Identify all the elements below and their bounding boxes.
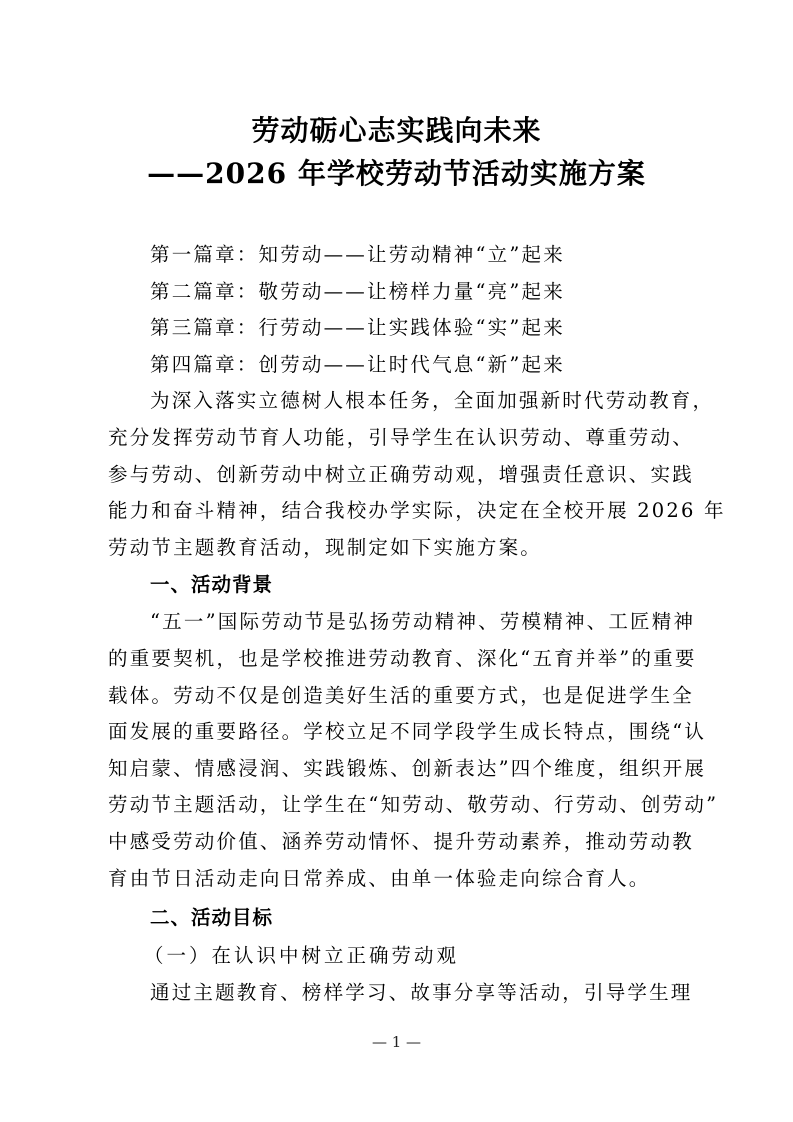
- chapter-line: 第二篇章：敬劳动——让榜样力量“亮”起来: [150, 279, 565, 303]
- section-heading-goals: 二、活动目标: [150, 906, 274, 930]
- section-heading-background: 一、活动背景: [150, 573, 274, 597]
- document-title-line-2: ——2026 年学校劳动节活动实施方案: [147, 157, 646, 190]
- background-paragraph-line: 载体。劳动不仅是创造美好生活的重要方式，也是促进学生全: [108, 683, 694, 707]
- background-paragraph-line: 育由节日活动走向日常养成、由单一体验走向综合育人。: [108, 866, 651, 890]
- chapter-line: 第四篇章：创劳动——让时代气息“新”起来: [150, 352, 565, 376]
- background-paragraph-line: 知启蒙、情感浸润、实践锻炼、创新表达”四个维度，组织开展: [108, 756, 707, 780]
- intro-paragraph-line: 充分发挥劳动节育人功能，引导学生在认识劳动、尊重劳动、: [108, 425, 694, 449]
- goals-paragraph-line: 通过主题教育、榜样学习、故事分享等活动，引导学生理: [150, 981, 693, 1005]
- document-body: [108, 237, 726, 1012]
- background-paragraph-line: 的重要契机，也是学校推进劳动教育、深化“五育并举”的重要: [108, 646, 697, 670]
- chapter-line: 第一篇章：知劳动——让劳动精神“立”起来: [150, 243, 565, 266]
- page-number: — 1 —: [371, 1033, 422, 1051]
- document-title-line-1: 劳动砺心志实践向未来: [251, 114, 542, 147]
- background-paragraph-line: 面发展的重要路径。学校立足不同学段学生成长特点，围绕“认: [108, 720, 707, 744]
- background-paragraph-line: 中感受劳动价值、涵养劳动情怀、提升劳动素养，推动劳动教: [108, 829, 694, 853]
- subsection-heading: （一）在认识中树立正确劳动观: [144, 944, 460, 968]
- intro-paragraph-line: 能力和奋斗精神，结合我校办学实际，决定在全校开展 2026 年: [108, 499, 726, 523]
- intro-paragraph-line: 为深入落实立德树人根本任务，全面加强新时代劳动教育，: [150, 389, 715, 413]
- background-paragraph-line: 劳动节主题活动，让学生在“知劳动、敬劳动、行劳动、创劳动”: [108, 793, 719, 817]
- intro-paragraph-line: 劳动节主题教育活动，现制定如下实施方案。: [108, 535, 543, 559]
- background-paragraph-line: “五一”国际劳动节是弘扬劳动精神、劳模精神、工匠精神: [150, 610, 696, 634]
- intro-paragraph-line: 参与劳动、创新劳动中树立正确劳动观，增强责任意识、实践: [108, 462, 694, 486]
- chapter-line: 第三篇章：行劳动——让实践体验“实”起来: [150, 316, 565, 340]
